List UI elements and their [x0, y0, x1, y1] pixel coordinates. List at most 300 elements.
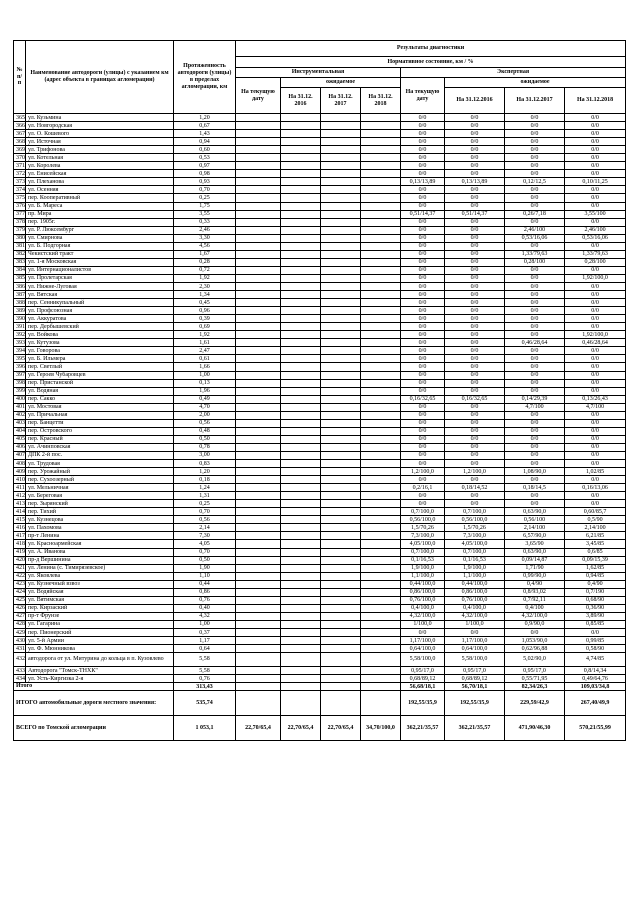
cell-expert-2016: 0/0 — [445, 435, 505, 443]
cell-instr-current — [236, 186, 281, 194]
cell-expert-2017: 0,63/90,0 — [505, 508, 565, 516]
table-row — [14, 516, 626, 524]
header-instr-2016: На 31.12. 2016 — [281, 88, 321, 114]
cell-instr-2018 — [361, 291, 401, 299]
cell-instr-2016 — [281, 435, 321, 443]
cell-instr-current — [236, 347, 281, 355]
cell-road-name: ул. Плеханова — [26, 178, 174, 186]
cell-road-length: 0,48 — [174, 427, 236, 435]
cell-expert-current: 0/0 — [401, 226, 445, 234]
table-row — [14, 492, 626, 500]
cell-instr-2018 — [361, 556, 401, 564]
cell-expert-current: 0,56/100,0 — [401, 516, 445, 524]
cell-expert-2017: 0,62/96,88 — [505, 645, 565, 653]
cell-expert-2017: 2,14/100 — [505, 524, 565, 532]
cell-instr-2017 — [321, 580, 361, 588]
table-row — [14, 258, 626, 266]
cell-expert-2016: 0/0 — [445, 250, 505, 258]
cell-instr-2016 — [281, 411, 321, 419]
cell-road-length: 4,05 — [174, 540, 236, 548]
cell-instr-2017 — [321, 226, 361, 234]
cell-instr-2016 — [281, 226, 321, 234]
cell-expert-2017: 0,4/100 — [505, 604, 565, 612]
cell-road-name: ул. 1-я Московская — [26, 258, 174, 266]
cell-expert-2017: 0/0 — [505, 387, 565, 395]
cell-road-length: 0,61 — [174, 355, 236, 363]
cell-expert-2016: 1,17/100,0 — [445, 637, 505, 645]
table-row — [14, 242, 626, 250]
cell-expert-2017: 0,26/7,18 — [505, 210, 565, 218]
cell-expert-2017: 0/0 — [505, 274, 565, 282]
cell-instr-current — [236, 572, 281, 580]
cell-instr-2018 — [361, 242, 401, 250]
cell-instr-2017 — [321, 339, 361, 347]
cell-instr-2016 — [281, 500, 321, 508]
cell-instr-2017 — [321, 186, 361, 194]
cell-expert-current: 0/0 — [401, 355, 445, 363]
cell-expert-current: 0/0 — [401, 250, 445, 258]
cell-instr-current — [236, 122, 281, 130]
cell-road-name: ул. Гагарина — [26, 620, 174, 628]
cell-road-name: пер. Пионерский — [26, 629, 174, 637]
cell-road-name: ул. 5-й Армии — [26, 637, 174, 645]
cell-road-length: 0,13 — [174, 379, 236, 387]
summary-local-expert-2016: 192,55/35,9 — [445, 691, 505, 716]
cell-instr-2016 — [281, 331, 321, 339]
cell-expert-2018: 1,92/100,0 — [565, 274, 626, 282]
header-num: № п/п — [14, 41, 26, 114]
cell-instr-2016 — [281, 210, 321, 218]
cell-expert-2017: 2,46/100 — [505, 226, 565, 234]
cell-row-number: 424 — [14, 588, 26, 596]
cell-road-name: ДПК 2-й пос. — [26, 451, 174, 459]
cell-expert-2018: 0/0 — [565, 218, 626, 226]
cell-instr-2017 — [321, 645, 361, 653]
table-row — [14, 604, 626, 612]
cell-expert-current: 0/0 — [401, 629, 445, 637]
cell-instr-current — [236, 331, 281, 339]
cell-instr-2016 — [281, 138, 321, 146]
header-results: Результаты диагностики — [236, 41, 626, 57]
header-instrumental: Инструментальная — [236, 68, 401, 78]
cell-expert-2017: 0/0 — [505, 427, 565, 435]
cell-instr-2018 — [361, 460, 401, 468]
cell-expert-2017: 0/0 — [505, 194, 565, 202]
cell-instr-2016 — [281, 548, 321, 556]
cell-road-length: 1,66 — [174, 363, 236, 371]
cell-road-length: 0,33 — [174, 218, 236, 226]
cell-instr-current — [236, 146, 281, 154]
cell-road-name: пер. Кооперативный — [26, 194, 174, 202]
cell-instr-2018 — [361, 194, 401, 202]
cell-road-name: ул. Ф. Мюнникова — [26, 645, 174, 653]
cell-road-name: ул. Осенняя — [26, 186, 174, 194]
table-row — [14, 451, 626, 459]
cell-instr-2018 — [361, 210, 401, 218]
cell-row-number: 397 — [14, 371, 26, 379]
cell-expert-current: 0,95/17,0 — [401, 667, 445, 675]
cell-expert-2018: 0,46/28,64 — [565, 339, 626, 347]
summary-total-expert-2016: 362,21/35,57 — [445, 716, 505, 741]
cell-expert-2017: 5,02/90,0 — [505, 653, 565, 667]
cell-road-length: 0,98 — [174, 170, 236, 178]
cell-instr-current — [236, 387, 281, 395]
cell-instr-2016 — [281, 186, 321, 194]
cell-instr-current — [236, 379, 281, 387]
cell-expert-2018: 0/0 — [565, 323, 626, 331]
cell-expert-2016: 0/0 — [445, 387, 505, 395]
cell-instr-2016 — [281, 620, 321, 628]
cell-road-name: пер. Зырянский — [26, 500, 174, 508]
cell-expert-2017: 0/0 — [505, 443, 565, 451]
cell-instr-current — [236, 130, 281, 138]
cell-expert-2018: 3,55/100 — [565, 210, 626, 218]
cell-expert-2017: 0/0 — [505, 355, 565, 363]
cell-instr-2017 — [321, 612, 361, 620]
cell-expert-2016: 0/0 — [445, 194, 505, 202]
cell-instr-2016 — [281, 484, 321, 492]
cell-instr-2017 — [321, 250, 361, 258]
cell-instr-2018 — [361, 355, 401, 363]
cell-instr-2018 — [361, 572, 401, 580]
cell-instr-2018 — [361, 122, 401, 130]
cell-instr-2018 — [361, 637, 401, 645]
cell-instr-2018 — [361, 532, 401, 540]
cell-expert-2018: 1,33/79,63 — [565, 250, 626, 258]
cell-instr-current — [236, 138, 281, 146]
cell-road-length: 1,67 — [174, 250, 236, 258]
cell-instr-2017 — [321, 443, 361, 451]
cell-instr-2018 — [361, 548, 401, 556]
cell-expert-current: 0/0 — [401, 347, 445, 355]
cell-instr-2016 — [281, 379, 321, 387]
cell-road-name: ул. Героев Чубаровцев — [26, 371, 174, 379]
cell-road-name: ул. Кузьмина — [26, 114, 174, 122]
cell-instr-2018 — [361, 379, 401, 387]
summary-itogo-instr-current — [236, 683, 281, 691]
cell-instr-2017 — [321, 460, 361, 468]
cell-instr-2018 — [361, 629, 401, 637]
cell-expert-2017: 0/0 — [505, 435, 565, 443]
cell-instr-2016 — [281, 532, 321, 540]
cell-expert-2016: 0/0 — [445, 419, 505, 427]
cell-instr-2018 — [361, 307, 401, 315]
cell-expert-2017: 0,56/100 — [505, 516, 565, 524]
cell-instr-2016 — [281, 146, 321, 154]
cell-row-number: 380 — [14, 234, 26, 242]
table-row — [14, 194, 626, 202]
cell-row-number: 421 — [14, 564, 26, 572]
cell-road-length: 0,70 — [174, 548, 236, 556]
cell-expert-2016: 1/100,0 — [445, 620, 505, 628]
cell-instr-2017 — [321, 146, 361, 154]
cell-expert-2016: 0/0 — [445, 266, 505, 274]
table-row — [14, 645, 626, 653]
table-row — [14, 226, 626, 234]
table-row — [14, 629, 626, 637]
cell-road-name: пер. Светлый — [26, 363, 174, 371]
cell-road-length: 1,17 — [174, 637, 236, 645]
cell-road-name: ул. Новгородская — [26, 122, 174, 130]
cell-road-length: 0,56 — [174, 516, 236, 524]
table-row — [14, 210, 626, 218]
cell-road-name: ул. Береговая — [26, 492, 174, 500]
cell-road-length: 2,46 — [174, 226, 236, 234]
summary-local-label: ИТОГО автомобильные дороги местного значения: — [14, 691, 174, 716]
cell-expert-2018: 4,7/100 — [565, 403, 626, 411]
cell-instr-2017 — [321, 540, 361, 548]
cell-expert-current: 0,1/16,53 — [401, 556, 445, 564]
cell-expert-2017: 0/0 — [505, 500, 565, 508]
cell-expert-2017: 0/0 — [505, 315, 565, 323]
cell-road-name: ул. Смирнова — [26, 234, 174, 242]
table-row — [14, 532, 626, 540]
cell-expert-current: 0/0 — [401, 154, 445, 162]
cell-expert-2018: 0,10/11,25 — [565, 178, 626, 186]
table-row — [14, 379, 626, 387]
cell-road-length: 5,58 — [174, 653, 236, 667]
header-expert-2017: На 31.12.2017 — [505, 88, 565, 114]
cell-instr-current — [236, 612, 281, 620]
cell-road-length: 1,20 — [174, 468, 236, 476]
cell-instr-2018 — [361, 347, 401, 355]
cell-expert-current: 0,13/13,89 — [401, 178, 445, 186]
table-row — [14, 667, 626, 675]
cell-expert-current: 4,32/100,0 — [401, 612, 445, 620]
cell-instr-current — [236, 596, 281, 604]
cell-expert-2016: 0/0 — [445, 331, 505, 339]
cell-instr-current — [236, 274, 281, 282]
cell-road-name: пер. Островского — [26, 427, 174, 435]
cell-row-number: 395 — [14, 355, 26, 363]
table-row — [14, 524, 626, 532]
cell-expert-current: 1,2/100,0 — [401, 468, 445, 476]
table-row — [14, 564, 626, 572]
cell-expert-2016: 0,13/13,89 — [445, 178, 505, 186]
cell-expert-2016: 0/0 — [445, 202, 505, 210]
cell-expert-current: 0/0 — [401, 122, 445, 130]
cell-road-name: пр. Мира — [26, 210, 174, 218]
cell-expert-2016: 0/0 — [445, 411, 505, 419]
cell-instr-2017 — [321, 532, 361, 540]
cell-instr-2017 — [321, 299, 361, 307]
cell-instr-2016 — [281, 524, 321, 532]
cell-road-name: ул. Кузнечный взвоз — [26, 580, 174, 588]
cell-instr-current — [236, 403, 281, 411]
cell-expert-2016: 0/0 — [445, 186, 505, 194]
cell-instr-2017 — [321, 323, 361, 331]
cell-expert-2017: 0/0 — [505, 282, 565, 290]
cell-expert-2018: 0/0 — [565, 460, 626, 468]
table-row — [14, 130, 626, 138]
cell-row-number: 407 — [14, 451, 26, 459]
cell-instr-2018 — [361, 476, 401, 484]
cell-road-length: 1,00 — [174, 371, 236, 379]
cell-instr-current — [236, 524, 281, 532]
cell-instr-2017 — [321, 162, 361, 170]
cell-expert-current: 0/0 — [401, 218, 445, 226]
cell-instr-2016 — [281, 403, 321, 411]
cell-expert-2017: 0,63/90,0 — [505, 548, 565, 556]
cell-instr-2016 — [281, 395, 321, 403]
summary-total-instr-current: 22,70/65,4 — [236, 716, 281, 741]
header-length: Протяженность автодороги (улицы) в пределах агломерации, км — [174, 41, 236, 114]
summary-total-expert-current: 362,21/35,57 — [401, 716, 445, 741]
cell-expert-2016: 0,4/100,0 — [445, 604, 505, 612]
table-row — [14, 419, 626, 427]
cell-expert-2018: 0/0 — [565, 419, 626, 427]
cell-road-name: пер. 1905г. — [26, 218, 174, 226]
cell-instr-2018 — [361, 299, 401, 307]
cell-instr-2018 — [361, 363, 401, 371]
cell-instr-2017 — [321, 508, 361, 516]
cell-expert-2016: 0/0 — [445, 274, 505, 282]
table-body — [14, 114, 626, 741]
cell-instr-2017 — [321, 282, 361, 290]
cell-expert-current: 0/0 — [401, 371, 445, 379]
cell-expert-current: 0,2/16,1 — [401, 484, 445, 492]
cell-road-name: ул. Кутузова — [26, 339, 174, 347]
cell-expert-current: 0/0 — [401, 194, 445, 202]
cell-road-name: пер. Тихий — [26, 508, 174, 516]
cell-expert-2018: 0/0 — [565, 629, 626, 637]
cell-expert-2016: 0/0 — [445, 347, 505, 355]
table-row — [14, 556, 626, 564]
summary-local-instr-current — [236, 691, 281, 716]
cell-row-number: 365 — [14, 114, 26, 122]
cell-instr-current — [236, 323, 281, 331]
cell-expert-2018: 0/0 — [565, 500, 626, 508]
cell-instr-current — [236, 170, 281, 178]
table-row — [14, 331, 626, 339]
cell-instr-2016 — [281, 675, 321, 683]
cell-instr-current — [236, 532, 281, 540]
cell-instr-2017 — [321, 130, 361, 138]
cell-road-name: ул. Кузнецова — [26, 516, 174, 524]
cell-expert-2017: 0,9/90,0 — [505, 620, 565, 628]
cell-row-number: 408 — [14, 460, 26, 468]
cell-road-length: 2,14 — [174, 524, 236, 532]
cell-instr-2018 — [361, 138, 401, 146]
cell-instr-current — [236, 588, 281, 596]
cell-expert-2018: 0/0 — [565, 266, 626, 274]
cell-row-number: 433 — [14, 667, 26, 675]
cell-expert-2016: 0/0 — [445, 629, 505, 637]
cell-row-number: 394 — [14, 347, 26, 355]
cell-instr-2016 — [281, 540, 321, 548]
cell-expert-2016: 0/0 — [445, 323, 505, 331]
cell-expert-current: 1,17/100,0 — [401, 637, 445, 645]
cell-expert-2016: 0/0 — [445, 451, 505, 459]
header-instr-2018: На 31.12. 2018 — [361, 88, 401, 114]
cell-instr-2016 — [281, 291, 321, 299]
cell-row-number: 431 — [14, 645, 26, 653]
cell-instr-2017 — [321, 435, 361, 443]
cell-instr-2017 — [321, 667, 361, 675]
cell-expert-2018: 0,09/15,39 — [565, 556, 626, 564]
cell-expert-2018: 6,21/85 — [565, 532, 626, 540]
cell-row-number: 383 — [14, 258, 26, 266]
cell-row-number: 401 — [14, 403, 26, 411]
table-row — [14, 122, 626, 130]
cell-road-name: ул. Источная — [26, 138, 174, 146]
cell-expert-current: 0/0 — [401, 451, 445, 459]
cell-expert-2017: 0/0 — [505, 460, 565, 468]
cell-instr-2018 — [361, 524, 401, 532]
cell-row-number: 390 — [14, 315, 26, 323]
cell-instr-current — [236, 484, 281, 492]
cell-instr-2016 — [281, 604, 321, 612]
cell-expert-2018: 0/0 — [565, 114, 626, 122]
cell-row-number: 400 — [14, 395, 26, 403]
cell-road-name: Чекистский тракт — [26, 250, 174, 258]
cell-expert-current: 0,44/100,0 — [401, 580, 445, 588]
summary-local-instr-2016 — [281, 691, 321, 716]
cell-row-number: 398 — [14, 379, 26, 387]
cell-road-name: ул. Королева — [26, 162, 174, 170]
header-normative: Нормативное состояние, км / % — [236, 57, 626, 68]
cell-expert-2017: 0/0 — [505, 242, 565, 250]
cell-instr-2018 — [361, 234, 401, 242]
cell-instr-current — [236, 443, 281, 451]
cell-instr-2017 — [321, 403, 361, 411]
cell-expert-2016: 4,32/100,0 — [445, 612, 505, 620]
cell-expert-2016: 0/0 — [445, 234, 505, 242]
cell-instr-current — [236, 395, 281, 403]
cell-expert-2018: 0,53/16,06 — [565, 234, 626, 242]
cell-road-name: пер. Банцетти — [26, 419, 174, 427]
cell-expert-2017: 0/0 — [505, 266, 565, 274]
cell-expert-2018: 0,16/13,06 — [565, 484, 626, 492]
cell-instr-current — [236, 315, 281, 323]
cell-row-number: 406 — [14, 443, 26, 451]
cell-expert-2016: 0,76/100,0 — [445, 596, 505, 604]
cell-expert-2017: 1,08/90,0 — [505, 468, 565, 476]
cell-expert-2017: 0/0 — [505, 186, 565, 194]
cell-road-name: ул. Пролетарская — [26, 274, 174, 282]
cell-expert-2016: 0/0 — [445, 218, 505, 226]
cell-expert-2018: 0,94/85 — [565, 572, 626, 580]
cell-row-number: 418 — [14, 540, 26, 548]
cell-instr-2016 — [281, 572, 321, 580]
cell-road-name: пер. Кирзаский — [26, 604, 174, 612]
cell-expert-2016: 0,86/100,0 — [445, 588, 505, 596]
cell-instr-2017 — [321, 170, 361, 178]
cell-instr-2016 — [281, 363, 321, 371]
cell-road-name: ул. Р. Люксембург — [26, 226, 174, 234]
cell-expert-2018: 0/0 — [565, 355, 626, 363]
cell-row-number: 419 — [14, 548, 26, 556]
cell-road-length: 0,25 — [174, 500, 236, 508]
cell-instr-2017 — [321, 411, 361, 419]
cell-expert-2017: 0/0 — [505, 323, 565, 331]
cell-expert-current: 0/0 — [401, 307, 445, 315]
cell-expert-2018: 0/0 — [565, 315, 626, 323]
cell-instr-2016 — [281, 508, 321, 516]
cell-road-name: Автодорога "Томск-ТНХК" — [26, 667, 174, 675]
table-row — [14, 154, 626, 162]
table-row — [14, 637, 626, 645]
cell-expert-2016: 0/0 — [445, 363, 505, 371]
cell-instr-current — [236, 667, 281, 675]
cell-instr-2017 — [321, 347, 361, 355]
cell-expert-2017: 0/0 — [505, 419, 565, 427]
cell-expert-2016: 0/0 — [445, 154, 505, 162]
cell-row-number: 381 — [14, 242, 26, 250]
cell-expert-2018: 0/0 — [565, 162, 626, 170]
cell-instr-2018 — [361, 516, 401, 524]
cell-road-name: ул. Яковлева — [26, 572, 174, 580]
